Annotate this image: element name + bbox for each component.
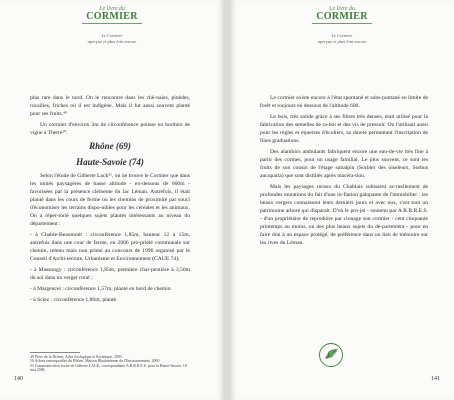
svg-text:C: C [327, 349, 334, 359]
brand-rule [312, 23, 372, 24]
subtitle-line-2: aperçue et plus loin encore [87, 39, 137, 44]
footnote: 51 Communication écrite de Gilberte LACK, correspondante A.R.B.R.E.S. pour la Haute-Savoie, 10 mai 2006 [30, 363, 187, 373]
page-number-left: 140 [14, 376, 23, 382]
brand-title: CORMIER [316, 11, 368, 22]
footnotes [30, 352, 190, 373]
brand-rule [82, 23, 142, 24]
subtitle-line-2: aperçue et plus loin encore [317, 39, 367, 44]
footnote: 49 Flore de la Drôme, Atlas écologique et floristique, 2003 [30, 354, 122, 359]
subtitle-line-1: Le Cormier [331, 33, 353, 38]
right-page-body [260, 94, 428, 250]
left-page-header [0, 6, 224, 45]
list-item: - à Margencel : circonférence 1,57m, planté en bord de chemin [30, 286, 171, 292]
brand-small-text: Le livre du [329, 6, 355, 12]
running-subtitle [0, 33, 224, 45]
brand-small-text: Le livre du [99, 6, 125, 12]
list-item: - à Chable-Beaumont : circonférence 1,85m, hauteur 12 à 15m, autrefois dans une cour de ferme, en 2006 pro-priété communale sur chemin, retenu mais non primé au concours de 1996 organisé par le Conseil d'Archi-tecture, Urbanisme et Environnement (CAUE 74); [30, 232, 190, 262]
paragraph: Selon l'étude de Gilberte Lack⁵¹, on ne trouve le Cormier que dans les unités paysagères de basse altitude - en-dessous de 600m - favorisées par la présence clémente du lac Léman. Autrefois, il était planté dans les cours de ferme ou les chemins de proximité par souci d'économiser les terrains dispo-nibles pour les céréales et les animaux. On a réper-torié quelques sujets plantés intéressants au niveau du département : [30, 173, 190, 227]
cormier-leaf-emblem-icon [318, 342, 344, 368]
footnote-rule [30, 352, 80, 353]
page-number-right: 141 [431, 376, 440, 382]
left-page [0, 0, 224, 400]
paragraph: Le bois, très solide grâce à ses fibres très denses, était utilisé pour la fabrication des semelles de ra-bot et des vis de pressoir. On l'utilisait aussi pour les règles et équerres d'écoliers, sa dureté permettant l'inscription de fines graduations. [260, 114, 428, 144]
paragraph: plus rare dans le nord. On le rencontre dans les chê-naies, pinèdes, rocailles, friches où il est indigène. Mais il fut aussi souvent planté pour ses fruits.⁴⁹ [30, 95, 190, 117]
right-page [230, 0, 454, 400]
paragraph: Mais les paysages ruraux du Chablais subissent ac-tuellement de profondes mutations du fait d'une in-flation galopante de l'immobilier : les beaux vergers connaissent leurs derniers jours et avec eux, c'est tout un patrimoine arboré qui disparait. D'où le pro-jet - soutenu par A.R.B.R.E.S. - d'un propriétaire de reproduire par clonage son cormier - cent cinquante printemps au moins, un des plus beaux sujets du dé-partement - pour en faire don à un espace protégé, de préférence dans un lieu de mémoire sur les rives du Léman. [260, 184, 428, 246]
list-item: - à Massongy : circonférence 1,85m, première char-pentière à 3,50m du sol dans un verger rural ; [30, 267, 190, 281]
section-heading-haute-savoie: Haute-Savoie (74) [76, 157, 144, 167]
subtitle-line-1: Le Cormier [101, 33, 123, 38]
list-item: - à Sciez : circonférence 1,86m, planté. [30, 297, 118, 303]
paragraph: Le cormier existe encore à l'état spontané et subs-pontané en limite de forêt et toujours en dessous de l'altitude 600. [260, 95, 428, 109]
left-page-body [30, 94, 190, 307]
right-page-header [230, 6, 454, 45]
paragraph: Des alambics ambulants fabriquent encore une eau-de-vie très fine à partir des cormes, pour un usage familial. Le plus souvent, ce sont les fruits de son cousin de l'étage subalpin (Sorbier des oiseleurs, Sorbus aucuparia) que sont distillés après macéra-tion. [260, 149, 428, 179]
running-subtitle [230, 33, 454, 45]
section-heading-rhone: Rhône (69) [89, 141, 131, 151]
footnote: 50 Arbres remarquables du Rhône, Maison Rhodanienne de l'Environnement, 2000 [30, 359, 160, 364]
paragraph: Un cormier d'environ 3m de circonférence pousse en bordure de vigne à Thetre⁵⁰. [30, 122, 190, 136]
brand-title: CORMIER [86, 11, 138, 22]
